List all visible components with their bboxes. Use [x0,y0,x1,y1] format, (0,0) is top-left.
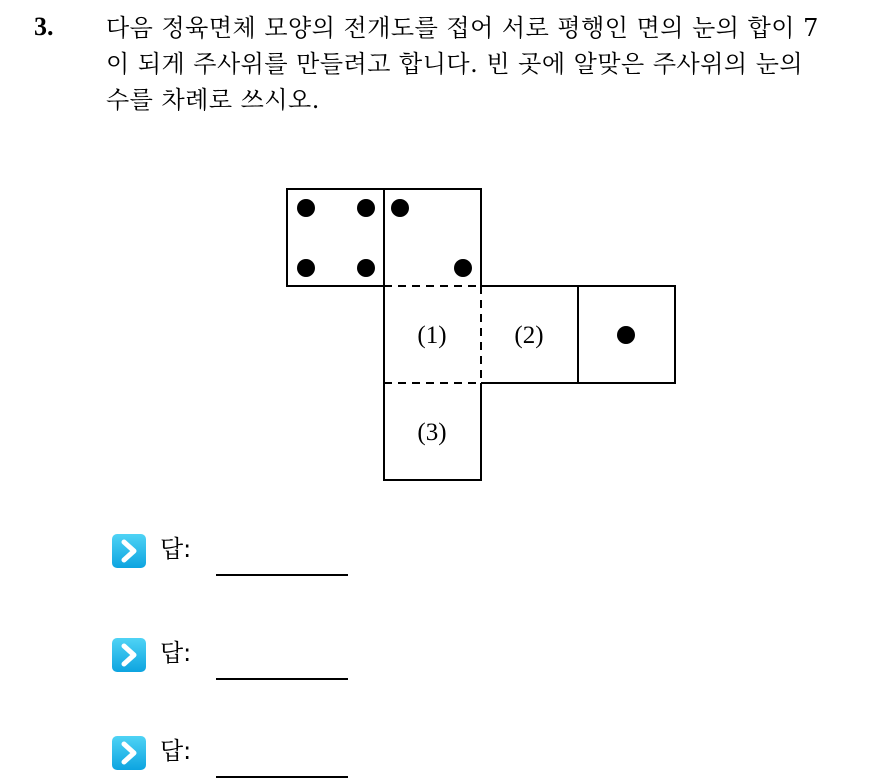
pip [617,326,635,344]
face-label-3: (3) [417,419,447,446]
cube-net-svg [280,182,680,487]
answer-blank[interactable] [216,678,348,680]
answer-label: 답: [160,639,192,667]
answer-row [112,736,372,776]
net-face-one-pip [578,286,675,383]
net-face-two-pips [384,189,481,286]
face-label-2: (2) [514,322,544,349]
face-label-1: (1) [417,322,447,349]
answer-row [112,534,372,574]
question-text [106,10,866,118]
chevron-right-icon [112,534,146,568]
answer-label: 답: [160,737,192,765]
chevron-right-icon [112,736,146,770]
question-line: 이 되게 주사위를 만들려고 합니다. 빈 곳에 알맞은 주사위의 눈의 [106,50,804,78]
answer-blank[interactable] [216,574,348,576]
net-face-3 [384,383,481,480]
question-line: 다음 정육면체 모양의 전개도를 접어 서로 평행인 면의 눈의 합이 7 [106,14,819,42]
net-face-four-pips [287,189,384,286]
answer-label: 답: [160,535,192,563]
cube-net-diagram [280,182,680,491]
net-face-1 [384,286,481,383]
net-face-2 [481,286,578,383]
pip [297,259,315,277]
pip [454,259,472,277]
question-number: 3. [34,12,54,41]
pip [297,199,315,217]
chevron-right-icon [112,638,146,672]
pip [391,199,409,217]
pip [357,259,375,277]
question-line: 수를 차례로 쓰시오. [106,86,320,114]
answer-blank[interactable] [216,776,348,778]
pip [357,199,375,217]
answer-row [112,638,372,678]
